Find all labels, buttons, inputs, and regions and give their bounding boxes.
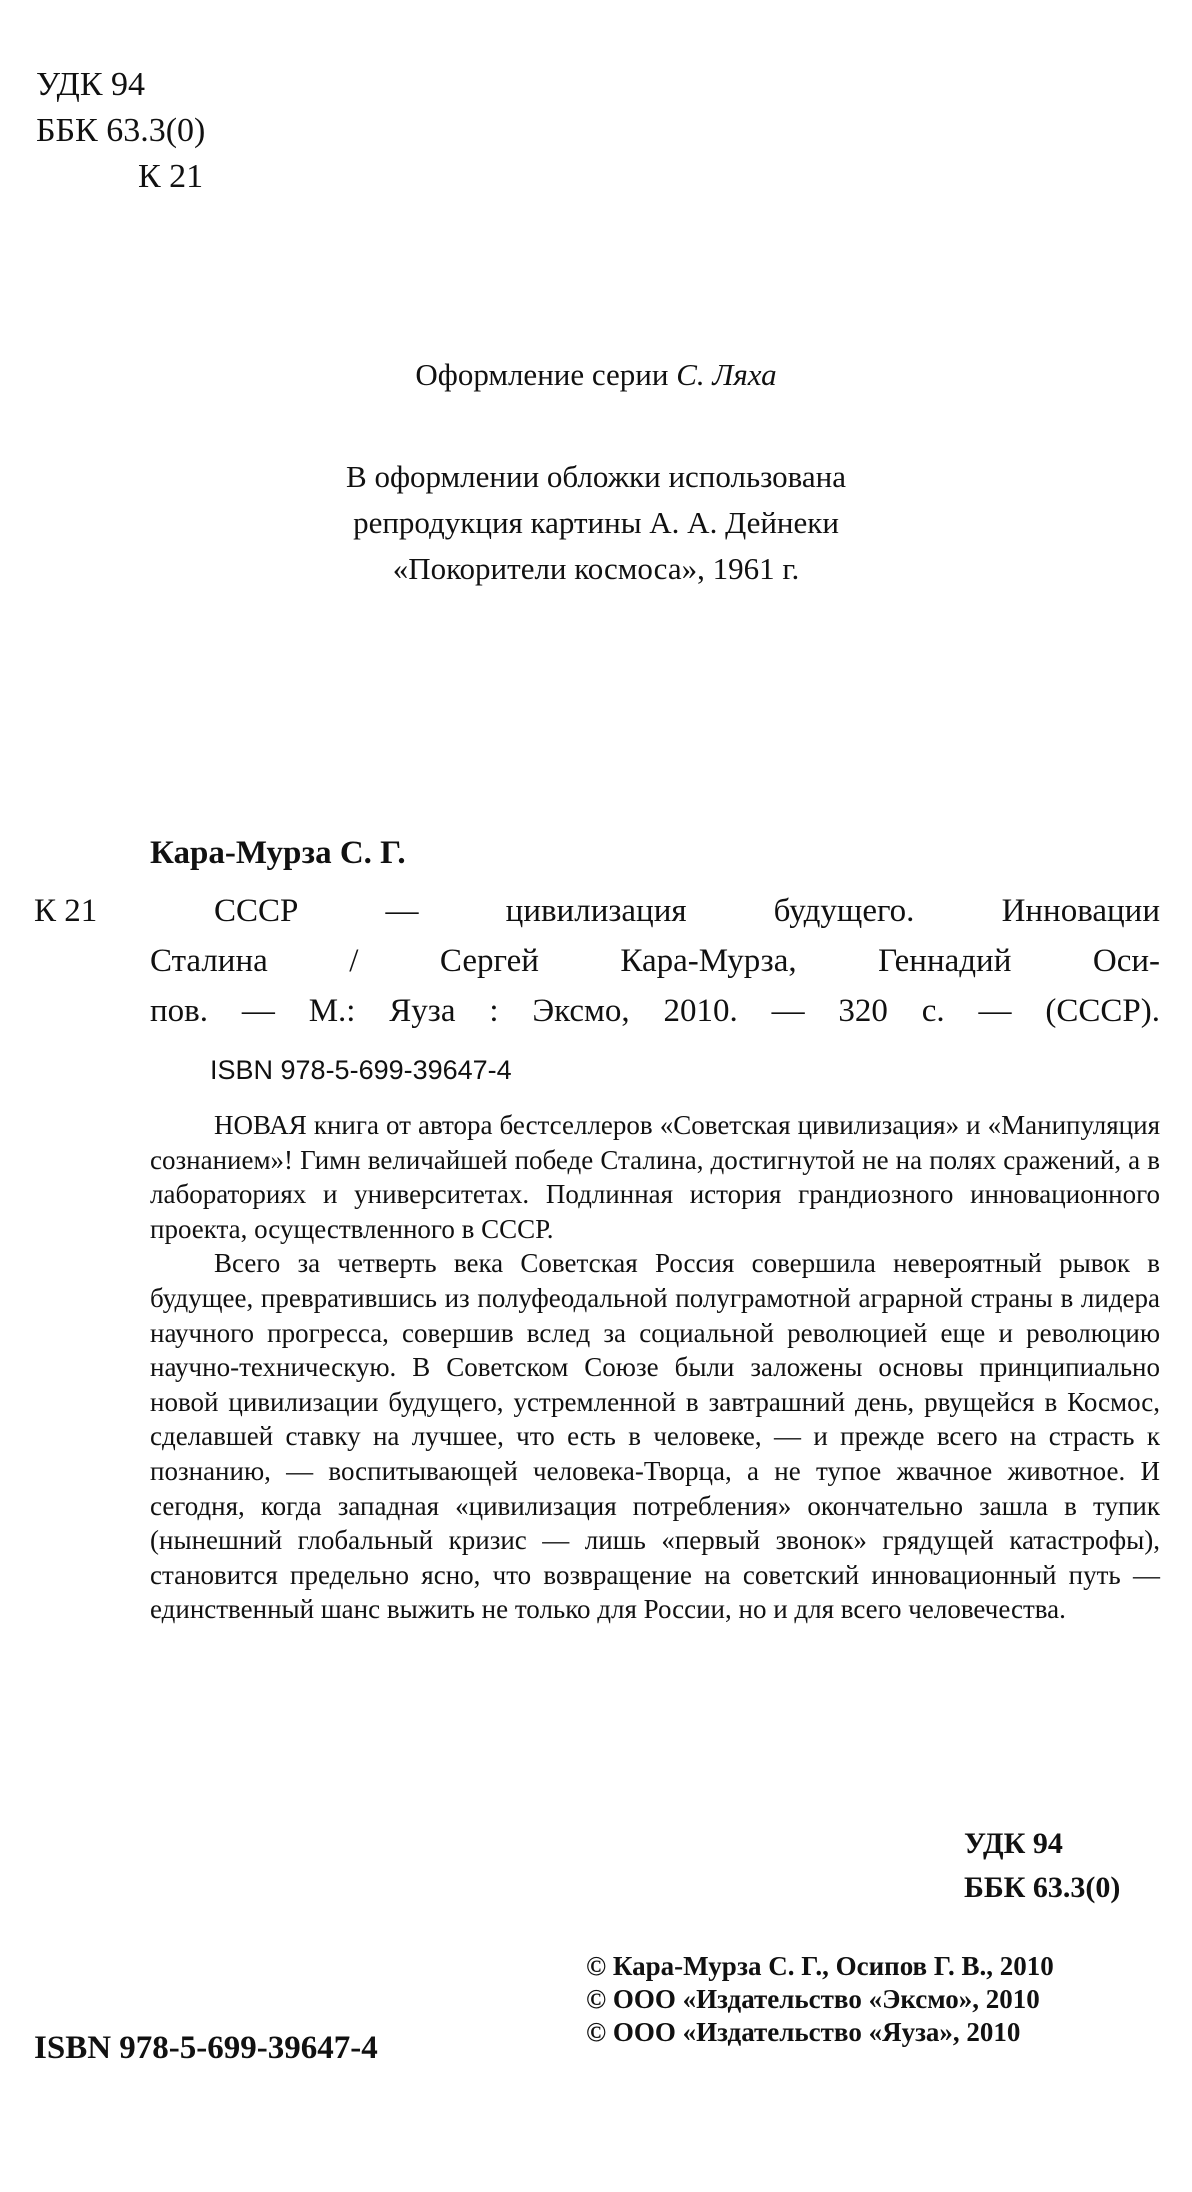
catalog-author: Кара-Мурза С. Г. <box>150 835 406 871</box>
annotation-paragraph: Всего за четверть века Советская Россия совершила невероятный рывок в будущее, превратившись из полуфеодальной полуграмотной аграрной страны в лидера научного прогресса, совершив вслед за социальной революцией еще и революцию научно-техническую. В Советском Союзе были заложены основы принципиально новой цивилизации будущего, устремленной в завтрашний день, рвущейся в Космос, сделавшей ставку на лучшее, что есть в человеке, — и прежде всего на страсть к познанию, — воспитывающей человека-Творца, а не тупое жвачное животное. И сегодня, когда западная «цивилизация потребления» окончательно зашла в тупик (нынешний глобальный кризис — лишь «первый звонок» грядущей катастрофы), становится предельно ясно, что возвращение на советский инновационный путь — единственный шанс выжить не только для России, но и для всего человечества. <box>150 1248 1160 1625</box>
annotation-paragraph: НОВАЯ книга от автора бестселлеров «Советская цивилизация» и «Манипуляция сознанием»! Гимн величайшей победе Сталина, достигнутой не на полях сражений, а в лабораториях и университетах. Подлинная история грандиозного инновационного проекта, осуществленного в СССР. <box>150 1110 1160 1244</box>
bibliographic-description <box>150 886 1160 1036</box>
series-design-credit <box>0 352 1192 398</box>
cover-note-line: репродукция картины А. А. Дейнеки <box>353 505 839 540</box>
cover-note <box>0 454 1192 592</box>
catalog-author-mark: К 21 <box>34 893 98 929</box>
bibliographic-line: Сталина / Сергей Кара-Мурза, Геннадий Оси- <box>150 943 1160 979</box>
annotation <box>150 1108 1160 1627</box>
udk-code: УДК 94 <box>36 66 146 103</box>
bbk-code: ББК 63.3(0) <box>36 112 206 149</box>
bibliographic-line: СССР — цивилизация будущего. Инновации <box>214 893 1160 929</box>
series-designer: С. Ляха <box>676 357 777 392</box>
catalog-isbn: ISBN 978-5-699-39647-4 <box>210 1055 512 1085</box>
copyright-line: © Кара-Мурза С. Г., Осипов Г. В., 2010 <box>586 1951 1054 1981</box>
cover-note-line: «Покорители космоса», 1961 г. <box>392 551 800 586</box>
copyright-line: © ООО «Издательство «Эксмо», 2010 <box>586 1984 1040 2014</box>
top-classification-codes <box>36 62 205 200</box>
author-mark: К 21 <box>138 158 204 195</box>
cover-note-line: В оформлении обложки использована <box>346 459 846 494</box>
isbn-bottom: ISBN 978-5-699-39647-4 <box>34 2030 378 2066</box>
bbk-code-bottom: ББК 63.3(0) <box>964 1871 1121 1904</box>
copyright-block <box>586 1950 1054 2049</box>
bibliographic-line: пов. — М.: Яуза : Эксмо, 2010. — 320 с. — (СССР). <box>150 993 1160 1029</box>
bottom-classification-codes <box>964 1822 1120 1910</box>
copyright-line: © ООО «Издательство «Яуза», 2010 <box>586 2017 1021 2047</box>
series-design-label: Оформление серии <box>415 357 669 392</box>
udk-code-bottom: УДК 94 <box>964 1827 1063 1860</box>
